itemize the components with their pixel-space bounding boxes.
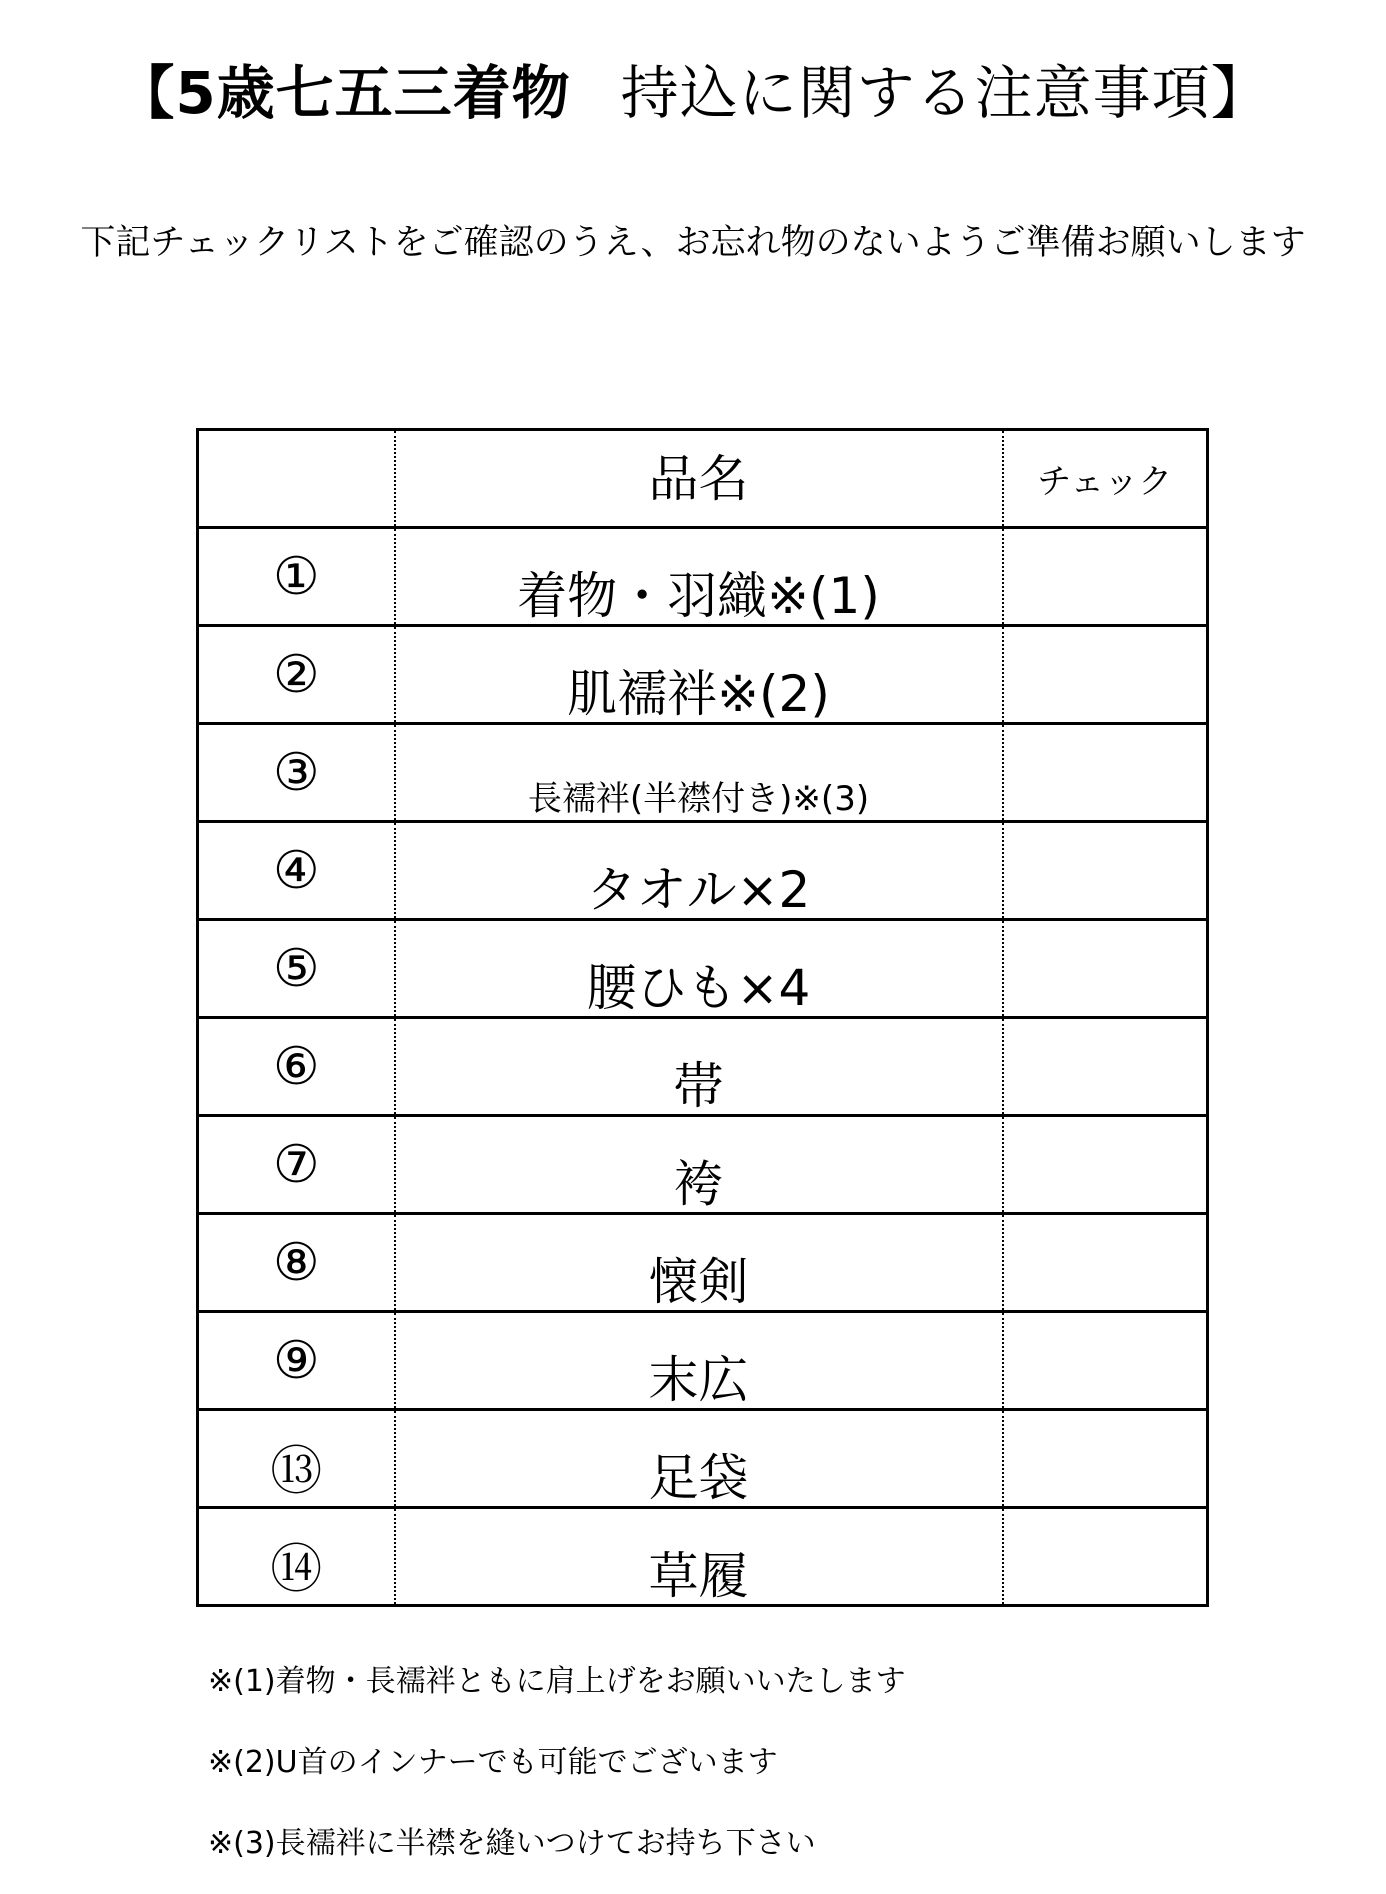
table-row [198,1508,1208,1606]
row-check-box[interactable] [1003,724,1208,822]
row-item: 着物・羽織※(1) [395,528,1003,626]
note-3: ※(3)長襦袢に半襟を縫いつけてお持ち下さい [208,1826,816,1861]
header-check: チェック [1003,430,1208,528]
row-check-box[interactable] [1003,1312,1208,1410]
row-check-box[interactable] [1003,822,1208,920]
note-2: ※(2)U首のインナーでも可能でございます [208,1745,778,1780]
row-number: ⑭ [198,1508,395,1606]
row-check-box[interactable] [1003,1410,1208,1508]
row-number: ⑤ [198,920,395,1018]
table-header-row [198,430,1208,528]
row-number: ⑬ [198,1410,395,1508]
row-check-box[interactable] [1003,1018,1208,1116]
row-number: ④ [198,822,395,920]
row-number: ① [198,528,395,626]
row-item: 末広 [395,1312,1003,1410]
table-row [198,1214,1208,1312]
row-check-box[interactable] [1003,920,1208,1018]
table-row [198,1116,1208,1214]
row-number: ② [198,626,395,724]
row-item: 肌襦袢※(2) [395,626,1003,724]
row-number: ③ [198,724,395,822]
row-number: ⑦ [198,1116,395,1214]
row-check-box[interactable] [1003,1508,1208,1606]
row-number: ⑥ [198,1018,395,1116]
table-row [198,528,1208,626]
page-title-rest: 持込に関する注意事項】 [620,59,1270,127]
row-item: 長襦袢(半襟付き)※(3) [395,724,1003,822]
table-row [198,626,1208,724]
table-row [198,822,1208,920]
row-item: 腰ひも×4 [395,920,1003,1018]
table-row [198,1410,1208,1508]
row-check-box[interactable] [1003,1214,1208,1312]
row-item: タオル×2 [395,822,1003,920]
header-number [198,430,395,528]
table-row [198,724,1208,822]
row-item: 袴 [395,1116,1003,1214]
page-title [0,58,1386,128]
row-item: 帯 [395,1018,1003,1116]
note-1: ※(1)着物・長襦袢ともに肩上げをお願いいたします [208,1664,906,1699]
row-number: ⑧ [198,1214,395,1312]
table-row [198,1018,1208,1116]
row-check-box[interactable] [1003,626,1208,724]
table-row [198,920,1208,1018]
header-item: 品名 [395,430,1003,528]
row-item: 草履 [395,1508,1003,1606]
subtitle: 下記チェックリストをご確認のうえ、お忘れ物のないようご準備お願いします [80,223,1306,263]
row-item: 懐剣 [395,1214,1003,1312]
row-check-box[interactable] [1003,1116,1208,1214]
checklist-table [196,428,1209,1607]
row-number: ⑨ [198,1312,395,1410]
row-item: 足袋 [395,1410,1003,1508]
page-title-bold: 【5歳七五三着物 [116,59,571,127]
row-check-box[interactable] [1003,528,1208,626]
table-row [198,1312,1208,1410]
